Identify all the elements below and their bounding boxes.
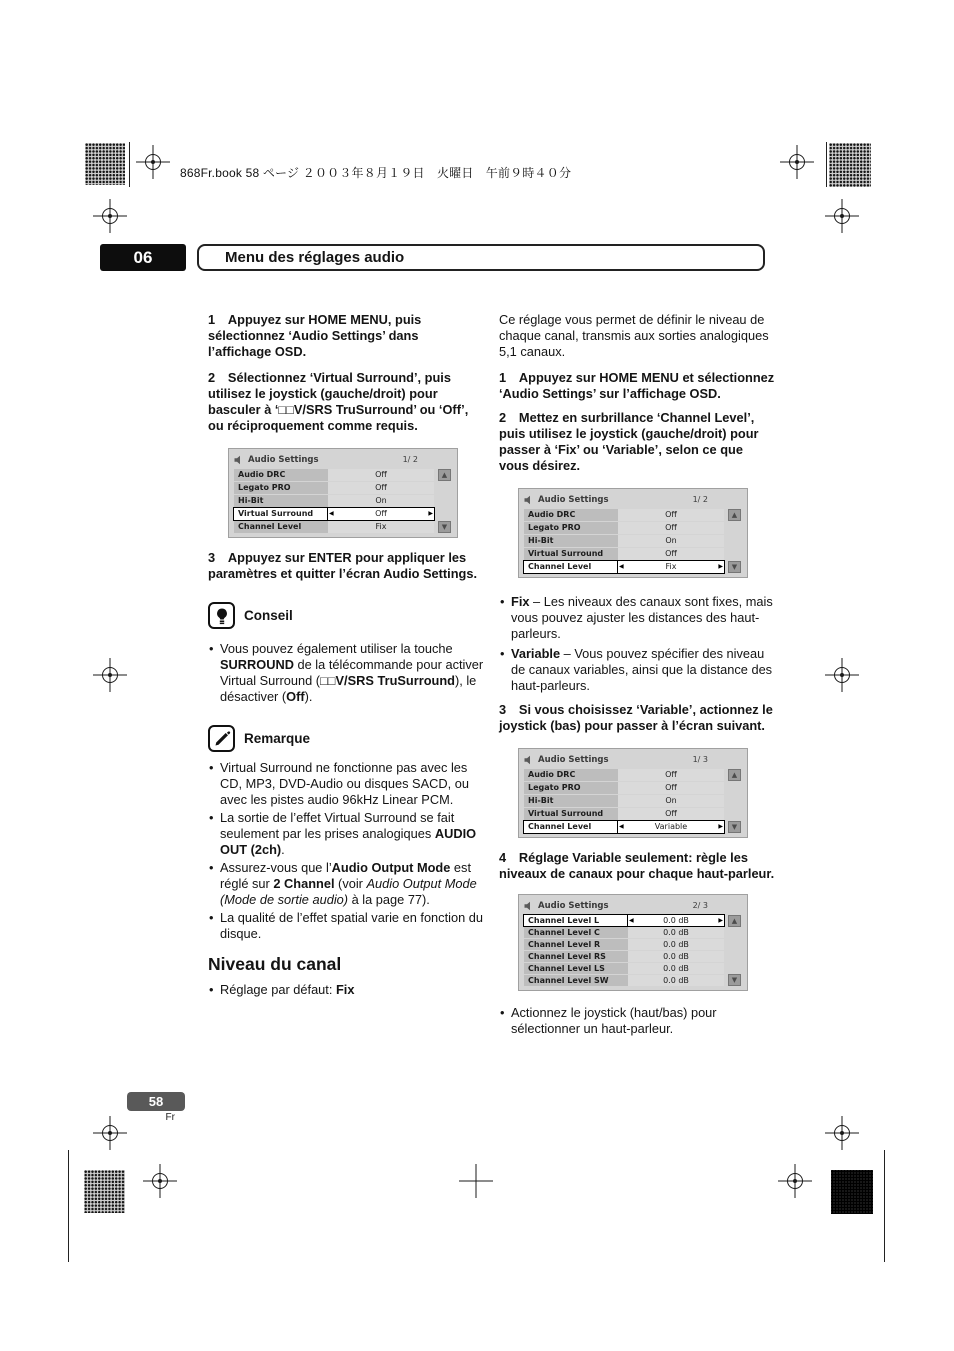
- note-bullet: • Virtual Surround ne fonctionne pas avec les CD, MP3, DVD-Audio ou disques SACD, ou avec les pistes audio 96kHz Linear PCM.: [208, 760, 484, 808]
- osd-header: [234, 452, 452, 467]
- step-4-right: 4 Réglage Variable seulement: règle les niveaux de canaux pour chaque haut-parleur.: [499, 850, 775, 881]
- note-callout: [208, 725, 484, 752]
- osd-row: Hi-Bit On: [234, 495, 434, 507]
- osd-row: Channel Level RS 0.0 dB: [524, 951, 724, 962]
- osd-audio-settings-2: [518, 488, 748, 578]
- step-2-right: 2 Mettez en surbrillance ‘Channel Level’, puis utilisez le joystick (gauche/droit) pour passer à ‘Fix’ ou ‘Variable’, selon ce que vous désirez.: [499, 410, 759, 473]
- crosshair-mark-icon: [459, 1164, 493, 1198]
- speaker-icon: [234, 455, 244, 465]
- osd-page-indicator: 1/ 3: [692, 755, 708, 764]
- step-3-right: 3 Si vous choisissez ‘Variable’, actionnez le joystick (bas) pour passer à l’écran suivant.: [499, 702, 773, 733]
- intro-paragraph: Ce réglage vous permet de définir le niveau de chaque canal, transmis aux sorties analogiques 5,1 canaux.: [499, 312, 769, 359]
- tip-callout: [208, 602, 484, 629]
- osd-row: Virtual Surround Off: [524, 548, 724, 560]
- osd-header: [524, 898, 742, 913]
- osd-title: Audio Settings: [248, 454, 319, 465]
- chapter-number-badge: 06: [100, 244, 186, 271]
- registration-mark-icon: [93, 199, 127, 233]
- tip-bullet: • Vous pouvez également utiliser la touche SURROUND de la télécommande pour activer Virtual Surround (□□V/SRS TruSurround), le désactiver (Off).: [208, 641, 484, 705]
- tip-bulb-icon: [208, 602, 235, 629]
- osd-title: Audio Settings: [538, 754, 609, 765]
- halftone-square: [85, 143, 125, 185]
- osd-scrollbar: [727, 509, 742, 573]
- registration-mark-icon: [93, 658, 127, 692]
- registration-mark-icon: [136, 145, 170, 179]
- osd-scrollbar: [727, 915, 742, 986]
- osd-row-selected: Channel Level ◀ Fix ▶: [524, 561, 724, 573]
- osd-menu-rows: [524, 509, 724, 573]
- step-2-left: 2 Sélectionnez ‘Virtual Surround’, puis utilisez le joystick (gauche/droit) pour basculer à ‘□□V/SRS TruSurround’ ou ‘Off’, ou réciproquement comme requis.: [208, 370, 469, 433]
- osd-scrollbar: [437, 469, 452, 533]
- osd-menu-rows: [524, 915, 724, 986]
- osd-row: Virtual Surround Off: [524, 808, 724, 820]
- osd-page-indicator: 2/ 3: [692, 901, 708, 910]
- registration-mark-icon: [778, 1164, 812, 1198]
- halftone-square: [829, 143, 871, 187]
- scroll-down-icon: ▼: [728, 974, 741, 986]
- trim-line: [68, 1150, 69, 1262]
- osd-row: Channel Level R 0.0 dB: [524, 939, 724, 950]
- chapter-title: Menu des réglages audio: [225, 249, 405, 266]
- osd-channel-levels: [518, 894, 748, 991]
- scroll-up-icon: ▲: [728, 509, 741, 521]
- scroll-up-icon: ▲: [438, 469, 451, 481]
- tip-label: Conseil: [244, 608, 293, 623]
- osd-audio-settings-1: [228, 448, 458, 538]
- osd-menu-rows: [234, 469, 434, 533]
- note-label: Remarque: [244, 731, 311, 746]
- right-column: [499, 312, 775, 1037]
- select-right-icon: ▶: [718, 823, 723, 830]
- speaker-icon: [524, 755, 534, 765]
- speaker-icon: [524, 901, 534, 911]
- scroll-down-icon: ▼: [438, 521, 451, 533]
- select-left-icon: ◀: [629, 917, 634, 924]
- osd-row: Channel Level SW 0.0 dB: [524, 975, 724, 986]
- scroll-up-icon: ▲: [728, 769, 741, 781]
- speaker-icon: [524, 495, 534, 505]
- osd-audio-settings-3: [518, 748, 748, 838]
- default-setting-bullet: • Réglage par défaut: Fix: [208, 982, 484, 998]
- select-right-icon: ▶: [428, 510, 433, 517]
- step-3-left: 3 Appuyez sur ENTER pour appliquer les paramètres et quitter l’écran Audio Settings.: [208, 550, 478, 581]
- select-left-icon: ◀: [619, 823, 624, 830]
- osd-row: Audio DRC Off: [234, 469, 434, 481]
- trim-line: [884, 1150, 885, 1262]
- registration-mark-icon: [825, 658, 859, 692]
- osd-header: [524, 492, 742, 507]
- osd-row-selected: Virtual Surround ◀ Off ▶: [234, 508, 434, 520]
- osd-header: [524, 752, 742, 767]
- osd-row: Legato PRO Off: [524, 522, 724, 534]
- trim-line: [826, 142, 827, 187]
- trim-line: [129, 142, 130, 187]
- osd-row: Channel Level LS 0.0 dB: [524, 963, 724, 974]
- osd-row: Channel Level C 0.0 dB: [524, 927, 724, 938]
- osd-row: Hi-Bit On: [524, 535, 724, 547]
- osd-row: Legato PRO Off: [234, 482, 434, 494]
- select-right-icon: ▶: [718, 563, 723, 570]
- page-number-badge: 58: [127, 1092, 185, 1111]
- osd-title: Audio Settings: [538, 900, 609, 911]
- note-bullet: • La qualité de l’effet spatial varie en fonction du disque.: [208, 910, 484, 942]
- registration-mark-icon: [93, 1116, 127, 1150]
- left-column: [208, 312, 484, 998]
- registration-mark-icon: [780, 145, 814, 179]
- select-left-icon: ◀: [329, 510, 334, 517]
- scroll-up-icon: ▲: [728, 915, 741, 927]
- note-pencil-icon: [208, 725, 235, 752]
- osd-menu-rows: [524, 769, 724, 833]
- osd-row: Audio DRC Off: [524, 769, 724, 781]
- section-title: Niveau du canal: [208, 954, 342, 974]
- step-1-left: 1 Appuyez sur HOME MENU, puis sélectionnez ‘Audio Settings’ dans l’affichage OSD.: [208, 312, 422, 359]
- scroll-down-icon: ▼: [728, 821, 741, 833]
- step-1-right: 1 Appuyez sur HOME MENU et sélectionnez ‘Audio Settings’ sur l’affichage OSD.: [499, 370, 775, 401]
- halftone-square: [84, 1170, 125, 1213]
- page-language-label: Fr: [165, 1112, 175, 1123]
- osd-page-indicator: 1/ 2: [402, 455, 418, 464]
- osd-row-selected: Channel Level ◀ Variable ▶: [524, 821, 724, 833]
- note-bullet: • Assurez-vous que l’Audio Output Mode est réglé sur 2 Channel (voir Audio Output Mode (Mode de sortie audio) à la page 77).: [208, 860, 484, 908]
- select-right-icon: ▶: [718, 917, 723, 924]
- registration-mark-icon: [143, 1164, 177, 1198]
- print-header: 868Fr.book 58 ページ ２００３年８月１９日 火曜日 午前９時４０分: [180, 166, 572, 180]
- chapter-title-box: [197, 244, 765, 271]
- scroll-down-icon: ▼: [728, 561, 741, 573]
- osd-row: Legato PRO Off: [524, 782, 724, 794]
- osd-row: Channel Level Fix: [234, 521, 434, 533]
- variable-bullet: • Variable – Vous pouvez spécifier des niveau de canaux variables, ainsi que la distance des haut-parleurs.: [499, 646, 775, 694]
- joystick-bullet: • Actionnez le joystick (haut/bas) pour sélectionner un haut-parleur.: [499, 1005, 775, 1037]
- registration-mark-icon: [825, 199, 859, 233]
- osd-scrollbar: [727, 769, 742, 833]
- halftone-square: [831, 1170, 873, 1214]
- osd-row: Hi-Bit On: [524, 795, 724, 807]
- fix-bullet: • Fix – Les niveaux des canaux sont fixes, mais vous pouvez ajuster les distances des haut-parleurs.: [499, 594, 775, 642]
- osd-title: Audio Settings: [538, 494, 609, 505]
- registration-mark-icon: [825, 1116, 859, 1150]
- osd-row-selected: Channel Level L ◀ 0.0 dB ▶: [524, 915, 724, 926]
- osd-row: Audio DRC Off: [524, 509, 724, 521]
- note-bullet: • La sortie de l’effet Virtual Surround se fait seulement par les prises analogiques AUDIO OUT (2ch).: [208, 810, 484, 858]
- osd-page-indicator: 1/ 2: [692, 495, 708, 504]
- select-left-icon: ◀: [619, 563, 624, 570]
